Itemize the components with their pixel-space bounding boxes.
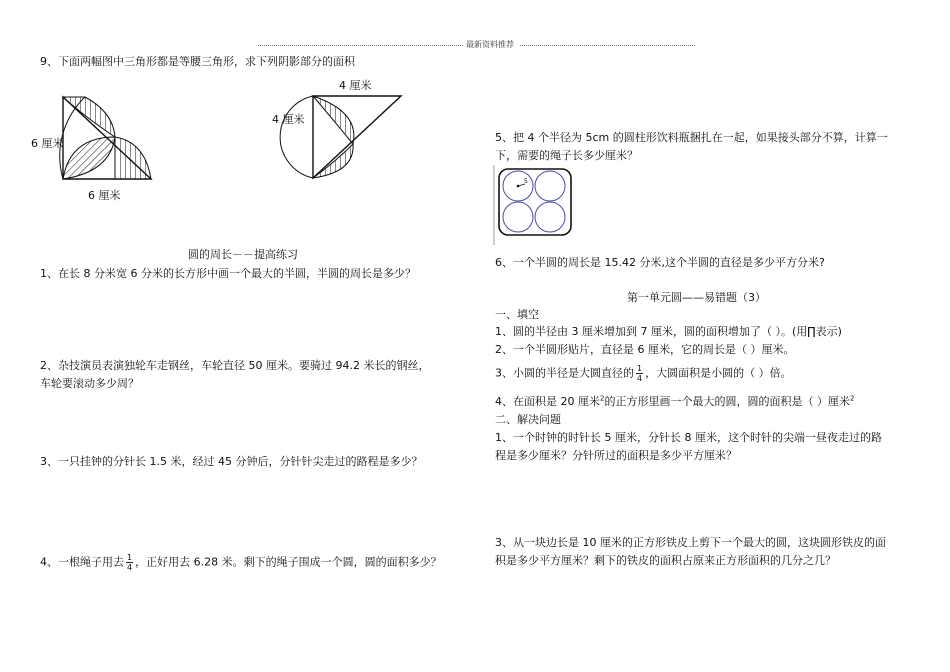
section-title-right: 第一单元圆——易错题（3）: [627, 291, 766, 304]
figure-2-side-label: 4 厘米: [272, 113, 305, 126]
fill-2: 2、一个半圆形贴片，直径是 6 厘米，它的周长是（ ）厘米。: [495, 343, 795, 356]
question-6: 6、一个半圆的周长是 15.42 分米,这个半圆的直径是多少平方分米?: [495, 256, 825, 269]
fill-4-sup: 2: [600, 394, 605, 403]
fill-3-fraction-den: 4: [637, 374, 643, 383]
solve-3-line-2: 积是多少平方厘米？剩下的铁皮的面积占原来正方形面积的几分之几？: [495, 554, 836, 567]
solve-3-line-1: 3、从一块边长是 10 厘米的正方形铁皮上剪下一个最大的圆，这块圆形铁皮的面: [495, 536, 886, 549]
question-4-fraction-num: 1: [127, 553, 133, 562]
question-2-line-1: 2、杂技演员表演独轮车走钢丝，车轮直径 50 厘米。要骑过 94.2 米长的钢丝，: [40, 359, 430, 372]
fill-4: [495, 393, 854, 409]
question-5-line-2: 下，需要的绳子长多少厘米？: [495, 149, 638, 162]
question-3: 3、一只挂钟的分针长 1.5 米，经过 45 分钟后，分针针尖走过的路程是多少？: [40, 455, 423, 468]
fill-4-sup-2: 2: [849, 394, 855, 403]
question-5-line-1: 5、把 4 个半径为 5cm 的圆柱形饮料瓶捆扎在一起，如果接头部分不算，计算一: [495, 131, 888, 144]
question-9: 9、下面两幅图中三角形都是等腰三角形，求下列阴影部分的面积: [40, 55, 355, 68]
question-4-suffix: ，正好用去 6.28 米。剩下的绳子围成一个圆，圆的面积多少？: [135, 555, 442, 569]
fill-3-fraction-num: 1: [637, 364, 643, 373]
header-rule-right: [520, 45, 695, 46]
solve-1-line-2: 程是多少厘米？分针所过的面积是多少平方厘米？: [495, 449, 737, 462]
figure-2-top-label: 4 厘米: [339, 79, 372, 92]
fill-3-fraction: [636, 364, 643, 383]
fill-1: 1、圆的半径由 3 厘米增加到 7 厘米，圆的面积增加了（ ）。(用∏表示): [495, 325, 842, 338]
part-1-heading: 一、填空: [495, 308, 539, 321]
header-label: 最新资料推荐: [466, 40, 514, 49]
question-4-fraction: [126, 553, 133, 572]
figure-1-bottom-label: 6 厘米: [88, 189, 121, 202]
figure-5-radius-label: 5: [524, 178, 528, 185]
fill-4-prefix: 4、在面积是 20 厘米: [495, 395, 600, 408]
solve-1-line-1: 1、一个时钟的时针长 5 厘米，分针长 8 厘米，这个时针的尖端一昼夜走过的路: [495, 431, 882, 444]
part-2-heading: 二、解决问题: [495, 413, 561, 426]
fill-4-suffix: 的正方形里画一个最大的圆，圆的面积是（ ）厘米: [604, 395, 850, 408]
figure-1-diagram: [55, 92, 165, 187]
header-rule-left: [258, 45, 463, 46]
question-4-fraction-den: 4: [127, 563, 133, 572]
fill-3-suffix: ，大圆面积是小圆的（ ）倍。: [645, 366, 792, 380]
question-1: 1、在长 8 分米宽 6 分米的长方形中画一个最大的半圆，半圆的周长是多少？: [40, 267, 416, 280]
figure-5-bottles-diagram: [493, 165, 575, 245]
figure-1-side-label: 6 厘米: [31, 137, 64, 150]
question-2-line-2: 车轮要滚动多少周？: [40, 377, 139, 390]
question-4: [40, 553, 442, 572]
question-4-prefix: 4、一根绳子用去: [40, 555, 124, 569]
fill-3: [495, 364, 792, 383]
figure-2-diagram: [305, 92, 405, 182]
fill-3-prefix: 3、小圆的半径是大圆直径的: [495, 366, 634, 380]
section-title-left: 圆的周长－－提高练习: [188, 248, 298, 261]
